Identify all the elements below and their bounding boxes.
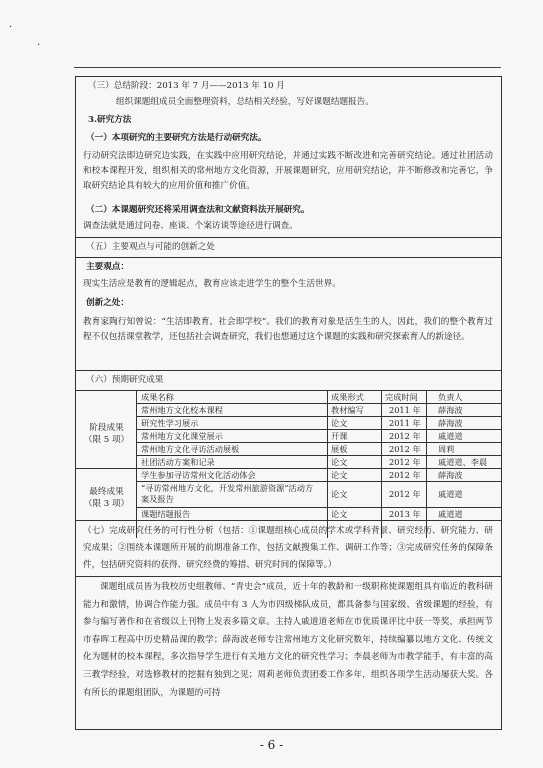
innovation-text: 教育家陶行知曾说：“生活即教育，社会即学校”。我们的教育对象是活生生的人，因此，我们的整个教育过程不仅包括课堂教学，还包括社会调查研究，我们也想通过这个课题的实践和研究探索育人的新途径。: [83, 317, 493, 342]
stage-row-3-form: 开课: [331, 431, 348, 441]
table-col-line: [381, 390, 382, 538]
table-row-line: [136, 442, 501, 443]
table-row-line: [136, 403, 501, 404]
stage-group-label-2: （限 5 项）: [83, 435, 130, 445]
final-row-2-form: 论文: [331, 489, 348, 499]
stage-row-4-name: 常州地方文化寻访活动展板: [141, 444, 240, 454]
main-views-text: 现实生活应是教育的逻辑起点，教育应该走进学生的整个生活世界。: [83, 279, 341, 289]
summary-stage-heading: （三）总结阶段：2013 年 7 月——2013 年 10 月: [88, 81, 285, 91]
table-row-line: [136, 481, 501, 482]
form-frame: [75, 76, 502, 730]
methods-para1: 行动研究法即边研究边实践，在实践中应用研究结论，并通过实践不断改进和完善研究结论。通过社团活动和校本课程开发，组织相关的常州地方文化资源，开展课题研究，应用研究结论，并不断修改和完善它，争取研究结论具有较大的应用价值和推广价值。: [83, 151, 493, 191]
final-row-2-name: “寻访常州地方文化，开发常州旅游资源”活动方案及报告: [141, 483, 314, 504]
stage-row-5-time: 2012 年: [389, 457, 421, 467]
main-views-label: 主要观点：: [86, 262, 129, 272]
page-number: - 6 -: [259, 738, 284, 752]
final-row-1-name: 学生参加寻访常州文化活动体会: [141, 470, 256, 480]
stage-row-1-owner: 薛海波: [438, 405, 463, 415]
scan-speck: ·: [37, 40, 41, 51]
methods-sub1: （一）本项研究的主要研究方法是行动研究法。: [86, 133, 267, 143]
final-row-3-form: 论文: [331, 509, 348, 519]
summary-stage-text: 组织课题组成员全面整理资料，总结相关经验，写好课题结题报告。: [116, 97, 374, 107]
final-row-3-owner: 戚道道: [438, 509, 463, 519]
feasibility-heading: （七）完成研究任务的可行性分析（包括：①课题组核心成员的学术或学科背景、研究经历、研究能力、研究成果；②围绕本课题所开展的前期准备工作，包括文献搜集工作、调研工作等；③完成研究任务的保障条件，包括研究资料的获得、研究经费的筹措、研究时间的保障等。）: [83, 526, 493, 570]
divider: [76, 576, 501, 577]
final-row-2-owner: 戚道道: [438, 489, 463, 499]
innovation-label: 创新之处：: [86, 298, 129, 308]
stage-row-3-name: 常州地方文化课堂展示: [141, 431, 223, 441]
stage-row-2-owner: 薛海波: [438, 418, 463, 428]
stage-row-2-name: 研究性学习展示: [141, 418, 199, 428]
table-col-line: [327, 390, 328, 538]
final-row-2-time: 2012 年: [389, 489, 421, 499]
feasibility-text: 课题组成员皆为我校历史组教师、“青史会”成员，近十年的教龄和一级职称使课题组具有临近的教科研能力和激情，协调合作能力强。成员中有 3 人为市四级梯队成员，都具备参与国家级、省级课题的经验，有参与编写著作和在省级以上刊物上发表多篇文章。主持人戚道道老师在市优质课评比中获一等奖，承担两节市春晖工程高中历史精品课的教学；薛海波老师专注常州地方文化研究数年，持续编纂以地方文化、传统文化为题材的校本课程，多次指导学生进行有关地方文化的研究性学习；李晨老师为市教学能手，有丰富的高三教学经验，对选修教材的挖掘有独到之见；周莉老师负责团委工作多年，组织各项学生活动屡获大奖。各有所长的课题组团队，为课题的可持: [83, 582, 493, 698]
stage-row-1-time: 2011 年: [389, 405, 421, 415]
stage-row-1-form: 教材编写: [331, 405, 364, 415]
final-row-3-time: 2013 年: [389, 509, 421, 519]
stage-row-4-owner: 周莉: [438, 444, 455, 454]
table-row-line: [136, 507, 501, 508]
divider: [76, 257, 501, 258]
stage-row-3-time: 2012 年: [389, 431, 421, 441]
table-row-line: [136, 429, 501, 430]
stage-row-3-owner: 戚道道: [438, 431, 463, 441]
top-rule: [74, 67, 501, 68]
table-col-line: [136, 390, 137, 538]
table-row-line: [136, 416, 501, 417]
final-row-1-form: 论文: [331, 470, 348, 480]
col-header-name: 成果名称: [141, 392, 174, 402]
methods-heading: 3.研究方法: [88, 115, 132, 125]
table-row-line: [76, 468, 501, 469]
divider: [76, 237, 501, 238]
methods-para2: 调查法就是通过问卷、座谈、个案访谈等途径进行调查。: [83, 221, 298, 231]
col-header-form: 成果形式: [331, 392, 364, 402]
views-heading: （五）主要观点与可能的创新之处: [86, 242, 215, 252]
final-row-1-time: 2012 年: [389, 470, 421, 480]
stage-row-2-time: 2011 年: [389, 418, 421, 428]
stage-row-5-form: 论文: [331, 457, 348, 467]
table-col-line: [426, 390, 427, 538]
table-row-line: [136, 455, 501, 456]
final-row-1-owner: 薛海波: [438, 470, 463, 480]
results-heading: （六）预期研究成果: [86, 375, 164, 385]
stage-group-label-1: 阶段成果: [89, 423, 124, 433]
stage-row-1-name: 常州地方文化校本课程: [141, 405, 223, 415]
stage-row-5-owner: 戚道道、李晨: [438, 457, 488, 467]
final-group-label-1: 最终成果: [89, 487, 124, 497]
col-header-owner: 负责人: [438, 392, 463, 402]
col-header-time: 完成时间: [385, 392, 418, 402]
stage-row-5-name: 社团活动方案和记录: [141, 457, 215, 467]
stage-row-4-time: 2012 年: [389, 444, 421, 454]
stage-row-2-form: 论文: [331, 418, 348, 428]
stage-row-4-form: 展板: [331, 444, 348, 454]
final-row-3-name: 课题结题报告: [141, 509, 191, 519]
divider: [76, 370, 501, 371]
methods-sub2: （二）本课题研究还将采用调查法和文献资料法开展研究。: [86, 205, 310, 215]
final-group-label-2: （限 3 项）: [83, 499, 130, 509]
divider: [76, 390, 501, 391]
divider: [76, 520, 501, 521]
scan-speck: ·: [9, 22, 13, 33]
